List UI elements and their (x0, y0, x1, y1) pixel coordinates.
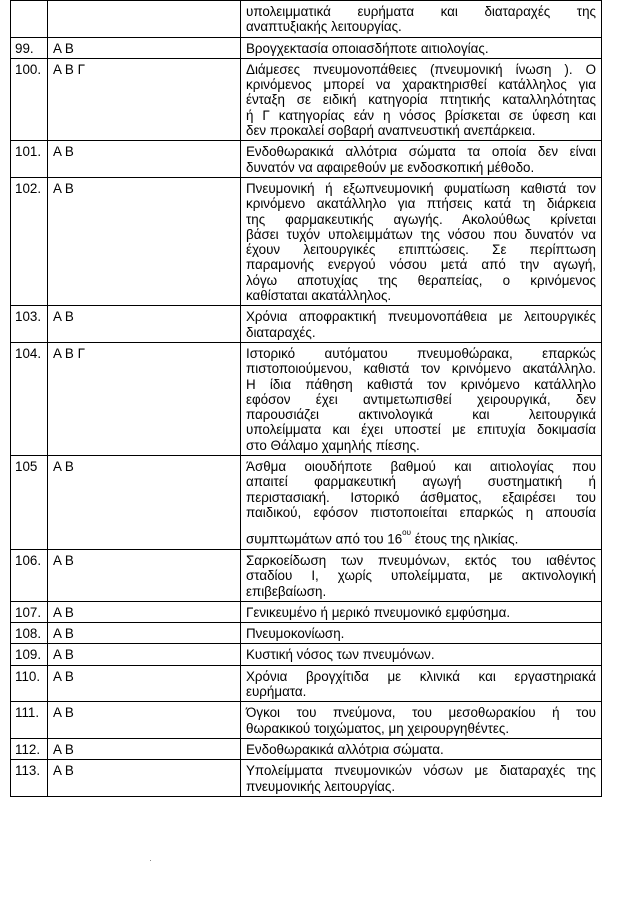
row-categories: Α Β (48, 702, 241, 739)
description-line: απαιτεί φαρμακευτική αγωγή συστηματική ή (246, 474, 596, 490)
description-line: Υπολείμματα πνευμονικών νόσων με διαταραχές της (246, 763, 596, 779)
description-line: στο Θάλαμο χαμηλής πίεσης. (246, 437, 420, 453)
description-line: έχουν λειτουργικές επιπτώσεις. Σε περίπτωση (246, 242, 596, 258)
row-description (241, 177, 602, 305)
row-description (241, 141, 602, 178)
description-text: έτους της ηλικίας. (410, 531, 519, 547)
row-categories: Α Β (48, 37, 241, 58)
row-description (241, 456, 602, 550)
description-line: παιδικού, εφόσον πιστοποιείται επαρκώς η απουσία (246, 504, 596, 520)
description-line: ή Γ κατηγορίας εάν η νόσος βρίσκεται σε ύφεση και (246, 107, 596, 123)
description-line: ένταξη σε ειδική κατηγορία πτητικής καταλληλότητας (246, 92, 596, 108)
description-line: επιβεβαίωση. (246, 583, 327, 599)
description-line: θωρακικού τοιχώματος, μη χειρουργηθέντες. (246, 720, 510, 736)
description-line: Πνευμονική ή εξωπνευμονική φυματίωση καθιστά τον (246, 180, 596, 196)
description-line: Ενδοθωρακικά αλλότρια σώματα. (246, 741, 444, 757)
description-line: δυνατόν να αφαιρεθούν με ενδοσκοπική μέθοδο. (246, 159, 535, 175)
description-line: της φαρμακευτικής αγωγής. Ακολούθως κρίνεται (246, 211, 596, 227)
table-row (11, 342, 602, 455)
description-line: κρινόμενος μπορεί να χαρακτηρισθεί κατάλληλος για (246, 77, 596, 93)
row-categories: Α Β (48, 141, 241, 178)
description-line: κρινόμενο ακατάλληλο για πτήσεις κατά τη διάρκεια (246, 196, 596, 212)
row-number: 102. (11, 177, 48, 305)
row-description (241, 760, 602, 797)
description-line: σταδίου Ι, χωρίς υπολείμματα, με ακτινολογική (246, 568, 596, 584)
description-line: πιστοποιούμενου, καθιστά τον κρινόμενο ακατάλληλο. (246, 361, 596, 377)
row-categories: Α Β Γ (48, 58, 241, 140)
row-description (241, 738, 602, 759)
table-row (11, 738, 602, 759)
row-categories: Α Β (48, 760, 241, 797)
row-number: 101. (11, 141, 48, 178)
description-line: καθίσταται ακατάλληλος. (246, 288, 392, 304)
row-number: 106. (11, 549, 48, 601)
description-line: βάσει τυχόν υπολειμμάτων της νόσου που δυνατόν να (246, 226, 596, 242)
description-line: Κυστική νόσος των πνευμόνων. (246, 647, 435, 663)
row-description (241, 342, 602, 455)
row-categories: Α Β Γ (48, 342, 241, 455)
description-line: ευρήματα. (246, 684, 307, 700)
row-description (241, 37, 602, 58)
row-categories: Α Β (48, 623, 241, 644)
description-line (246, 528, 596, 547)
row-description (241, 58, 602, 140)
description-line: λόγω αποτυχίας της θεραπείας, ο κρινόμενος (246, 272, 596, 288)
description-line: Η ίδια πάθηση καθιστά τον κρινόμενο κατάλληλο (246, 376, 596, 392)
description-line: αναπτυξιακής λειτουργίας. (246, 19, 402, 35)
row-number: 100. (11, 58, 48, 140)
description-line: Όγκοι του πνεύμονα, του μεσοθωρακίου ή του (246, 705, 596, 721)
row-number: 108. (11, 623, 48, 644)
row-number: 111. (11, 702, 48, 739)
row-number: 107. (11, 601, 48, 622)
table-row (11, 549, 602, 601)
description-line: Πνευμοκονίωση. (246, 626, 345, 642)
row-number: 104. (11, 342, 48, 455)
row-description (241, 644, 602, 665)
description-line: Χρόνια αποφρακτική πνευμονοπάθεια με λειτουργικές (246, 309, 596, 325)
row-description (241, 601, 602, 622)
description-line: Βρογχεκτασία οποιασδήποτε αιτιολογίας. (246, 40, 489, 56)
description-line: Ιστορικό αυτόματου πνευμοθώρακα, επαρκώς (246, 345, 596, 361)
description-line: περιστασιακή. Ιστορικό άσθματος, εξαιρέσει του (246, 489, 596, 505)
row-categories: Α Β (48, 601, 241, 622)
row-number: 105 (11, 456, 48, 550)
description-line: Σαρκοείδωση των πνευμόνων, εκτός του ιαθέντος (246, 552, 596, 568)
table-row (11, 456, 602, 550)
table-row (11, 306, 602, 343)
description-line: δεν προκαλεί σοβαρή αναπνευστική ανεπάρκεια. (246, 123, 536, 139)
description-line: Ενδοθωρακικά αλλότρια σώματα τα οποία δεν είναι (246, 144, 596, 160)
table-row (11, 760, 602, 797)
row-description (241, 665, 602, 702)
table-row (11, 702, 602, 739)
table-row (11, 177, 602, 305)
row-description (241, 623, 602, 644)
ordinal-suffix: ου (402, 528, 411, 538)
table-row (11, 1, 602, 38)
row-categories: Α Β (48, 549, 241, 601)
description-line: διαταραχές. (246, 324, 316, 340)
description-line: Διάμεσες πνευμονοπάθειες (πνευμονική ίνωση ). Ο (246, 61, 596, 77)
description-text: συμπτωμάτων από του 16 (246, 531, 403, 547)
row-description (241, 549, 602, 601)
medical-criteria-table (10, 0, 602, 797)
description-line: Άσθμα οιουδήποτε βαθμού και αιτιολογίας που (246, 459, 596, 475)
description-line: υπολειμματικά ευρήματα και διαταραχές της (246, 4, 596, 19)
table-row (11, 601, 602, 622)
table-row (11, 665, 602, 702)
table-row (11, 58, 602, 140)
row-categories (48, 1, 241, 38)
description-line: εφόσον έχει αντιμετωπισθεί χειρουργικά, δεν (246, 391, 596, 407)
row-description (241, 702, 602, 739)
table-row (11, 623, 602, 644)
description-line: Γενικευμένο ή μερικό πνευμονικό εμφύσημα. (246, 604, 511, 620)
row-categories: Α Β (48, 177, 241, 305)
row-categories: Α Β (48, 644, 241, 665)
row-number (11, 1, 48, 38)
row-description (241, 306, 602, 343)
description-line: Χρόνια βρογχίτιδα με κλινικά και εργαστηριακά (246, 668, 596, 684)
row-number: 103. (11, 306, 48, 343)
row-description (241, 1, 602, 38)
row-number: 109. (11, 644, 48, 665)
row-number: 113. (11, 760, 48, 797)
row-categories: Α Β (48, 306, 241, 343)
table-row (11, 141, 602, 178)
stray-mark (150, 860, 151, 861)
row-categories: Α Β (48, 665, 241, 702)
row-number: 110. (11, 665, 48, 702)
row-categories: Α Β (48, 456, 241, 550)
row-number: 112. (11, 738, 48, 759)
description-line: παρουσιάζει ακτινολογικά και λειτουργικά (246, 407, 596, 423)
description-line: υπολείμματα και έχει υποστεί με επιτυχία δοκιμασία (246, 422, 596, 438)
table-row (11, 37, 602, 58)
row-categories: Α Β (48, 738, 241, 759)
table-row (11, 644, 602, 665)
row-number: 99. (11, 37, 48, 58)
description-line: παραμονής ενεργού νόσου μετά από την αγωγή, (246, 257, 596, 273)
description-line: πνευμονικής λειτουργίας. (246, 778, 396, 794)
